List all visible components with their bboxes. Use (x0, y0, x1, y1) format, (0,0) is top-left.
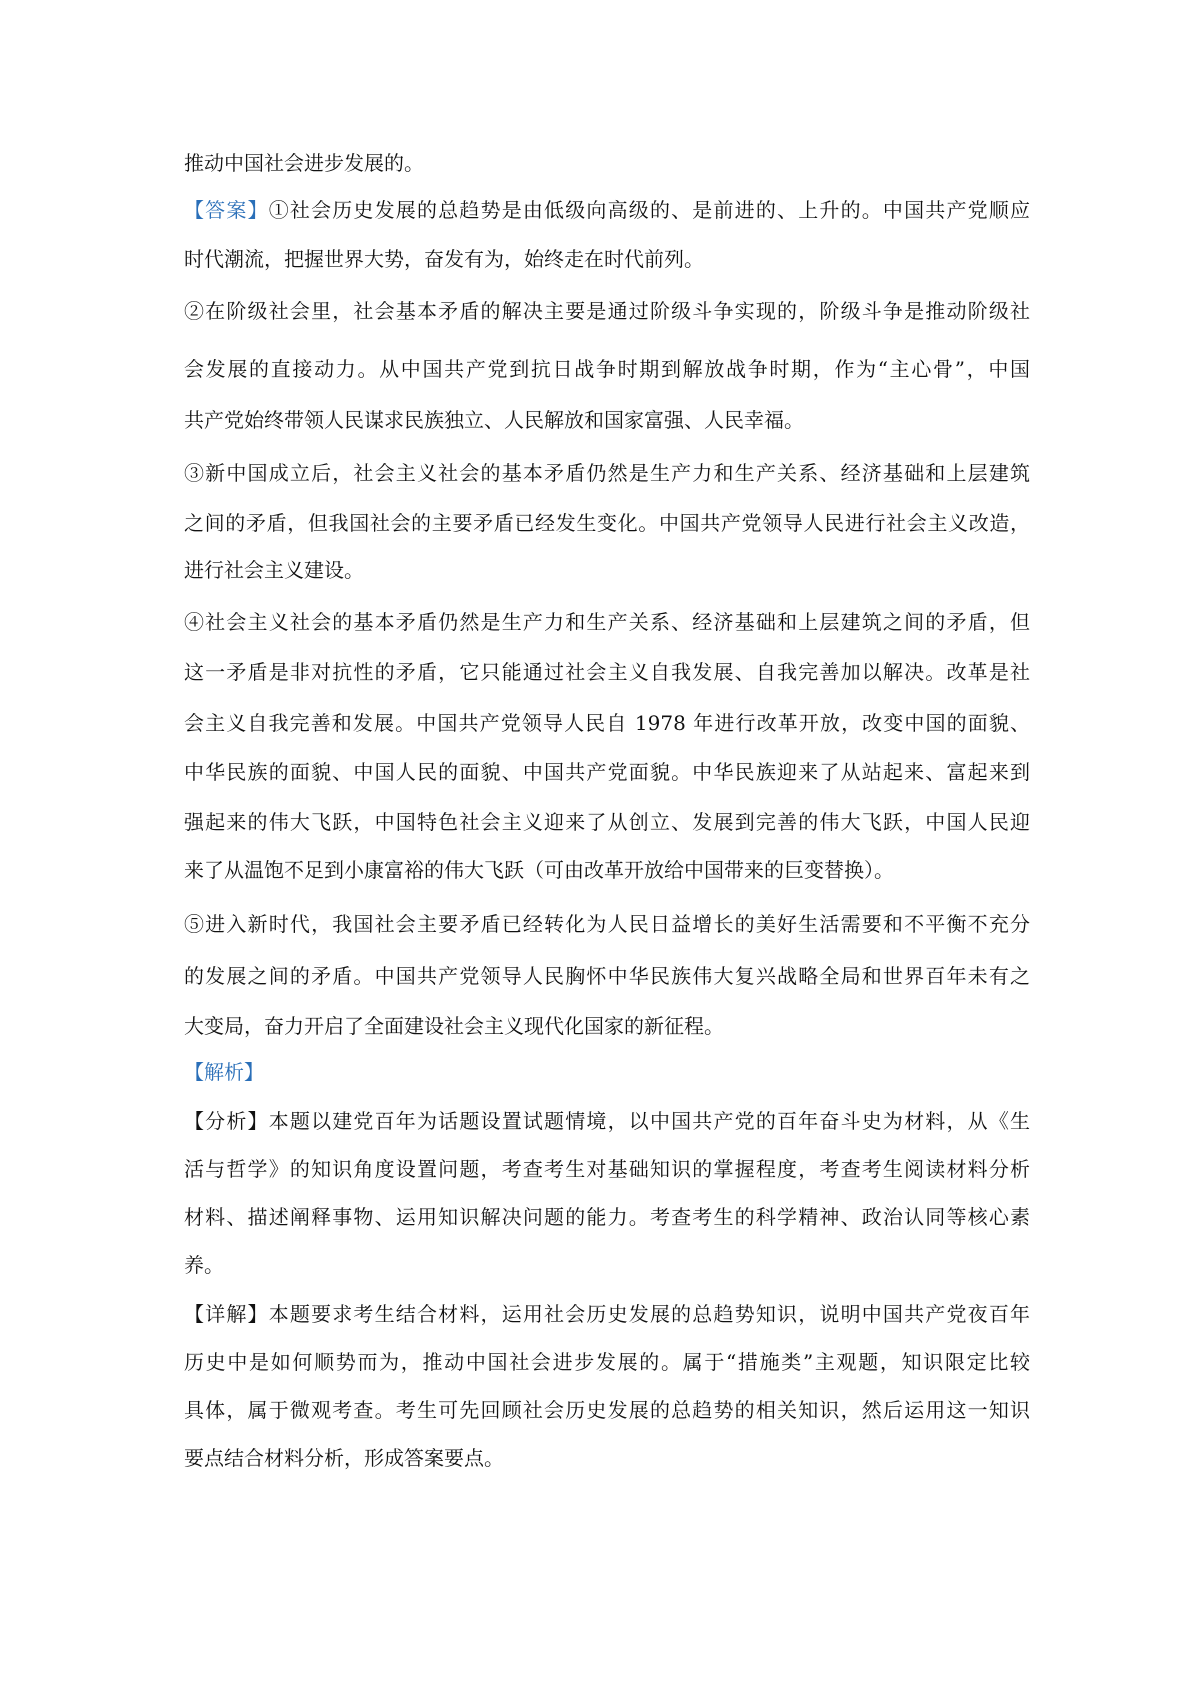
answer-point-5-line-2: 的发展之间的矛盾。中国共产党领导人民胸怀中华民族伟大复兴战略全局和世界百年未有之 (184, 964, 1030, 988)
answer-point-4-line-6: 来了从温饱不足到小康富裕的伟大飞跃（可由改革开放给中国带来的巨变替换）。 (184, 858, 894, 882)
answer-label: 【答案】 (184, 198, 269, 222)
answer-point-4-line-4: 中华民族的面貌、中国人民的面貌、中国共产党面貌。中华民族迎来了从站起来、富起来到 (184, 760, 1030, 784)
answer-point-3-line-3: 进行社会主义建设。 (184, 558, 364, 582)
intro-line: 推动中国社会进步发展的。 (184, 151, 424, 175)
answer-point-3-line-2: 之间的矛盾，但我国社会的主要矛盾已经发生变化。中国共产党领导人民进行社会主义改造， (184, 511, 1030, 535)
answer-point-3-line-1: ③新中国成立后，社会主义社会的基本矛盾仍然是生产力和生产关系、经济基础和上层建筑 (184, 461, 1030, 485)
fenxi-line-1: 【分析】本题以建党百年为话题设置试题情境，以中国共产党的百年奋斗史为材料，从《生 (184, 1109, 1030, 1133)
xiangjie-line-3: 具体，属于微观考查。考生可先回顾社会历史发展的总趋势的相关知识，然后运用这一知识 (184, 1398, 1030, 1422)
fenxi-line-2: 活与哲学》的知识角度设置问题，考查考生对基础知识的掌握程度，考查考生阅读材料分析 (184, 1157, 1030, 1181)
answer-point-4-line-2: 这一矛盾是非对抗性的矛盾，它只能通过社会主义自我发展、自我完善加以解决。改革是社 (184, 660, 1030, 684)
xiangjie-line-1: 【详解】本题要求考生结合材料，运用社会历史发展的总趋势知识，说明中国共产党夜百年 (184, 1302, 1030, 1326)
answer-point-2-line-1: ②在阶级社会里，社会基本矛盾的解决主要是通过阶级斗争实现的，阶级斗争是推动阶级社 (184, 299, 1030, 323)
xiangjie-line-2: 历史中是如何顺势而为，推动中国社会进步发展的。属于“措施类”主观题，知识限定比较 (184, 1350, 1030, 1374)
answer-point-4-line-1: ④社会主义社会的基本矛盾仍然是生产力和生产关系、经济基础和上层建筑之间的矛盾，但 (184, 610, 1030, 634)
answer-point-4-line-3: 会主义自我完善和发展。中国共产党领导人民自 1978 年进行改革开放，改变中国的面貌、 (184, 711, 1030, 735)
answer-point-1-line-2: 时代潮流，把握世界大势，奋发有为，始终走在时代前列。 (184, 247, 704, 271)
answer-point-2-line-2: 会发展的直接动力。从中国共产党到抗日战争时期到解放战争时期，作为“主心骨”，中国 (184, 357, 1030, 381)
answer-point-4-line-5: 强起来的伟大飞跃，中国特色社会主义迎来了从创立、发展到完善的伟大飞跃，中国人民迎 (184, 810, 1030, 834)
fenxi-line-4: 养。 (184, 1253, 224, 1277)
answer-point-5-line-3: 大变局，奋力开启了全面建设社会主义现代化国家的新征程。 (184, 1014, 724, 1038)
answer-point-2-line-3: 共产党始终带领人民谋求民族独立、人民解放和国家富强、人民幸福。 (184, 408, 804, 432)
answer-point-1-line-1: 【答案】①社会历史发展的总趋势是由低级向高级的、是前进的、上升的。中国共产党顺应 (184, 198, 1031, 222)
answer-point-5-line-1: ⑤进入新时代，我国社会主要矛盾已经转化为人民日益增长的美好生活需要和不平衡不充分 (184, 912, 1030, 936)
fenxi-line-3: 材料、描述阐释事物、运用知识解决问题的能力。考查考生的科学精神、政治认同等核心素 (184, 1205, 1030, 1229)
analysis-label: 【解析】 (184, 1060, 264, 1084)
xiangjie-line-4: 要点结合材料分析，形成答案要点。 (184, 1446, 504, 1470)
